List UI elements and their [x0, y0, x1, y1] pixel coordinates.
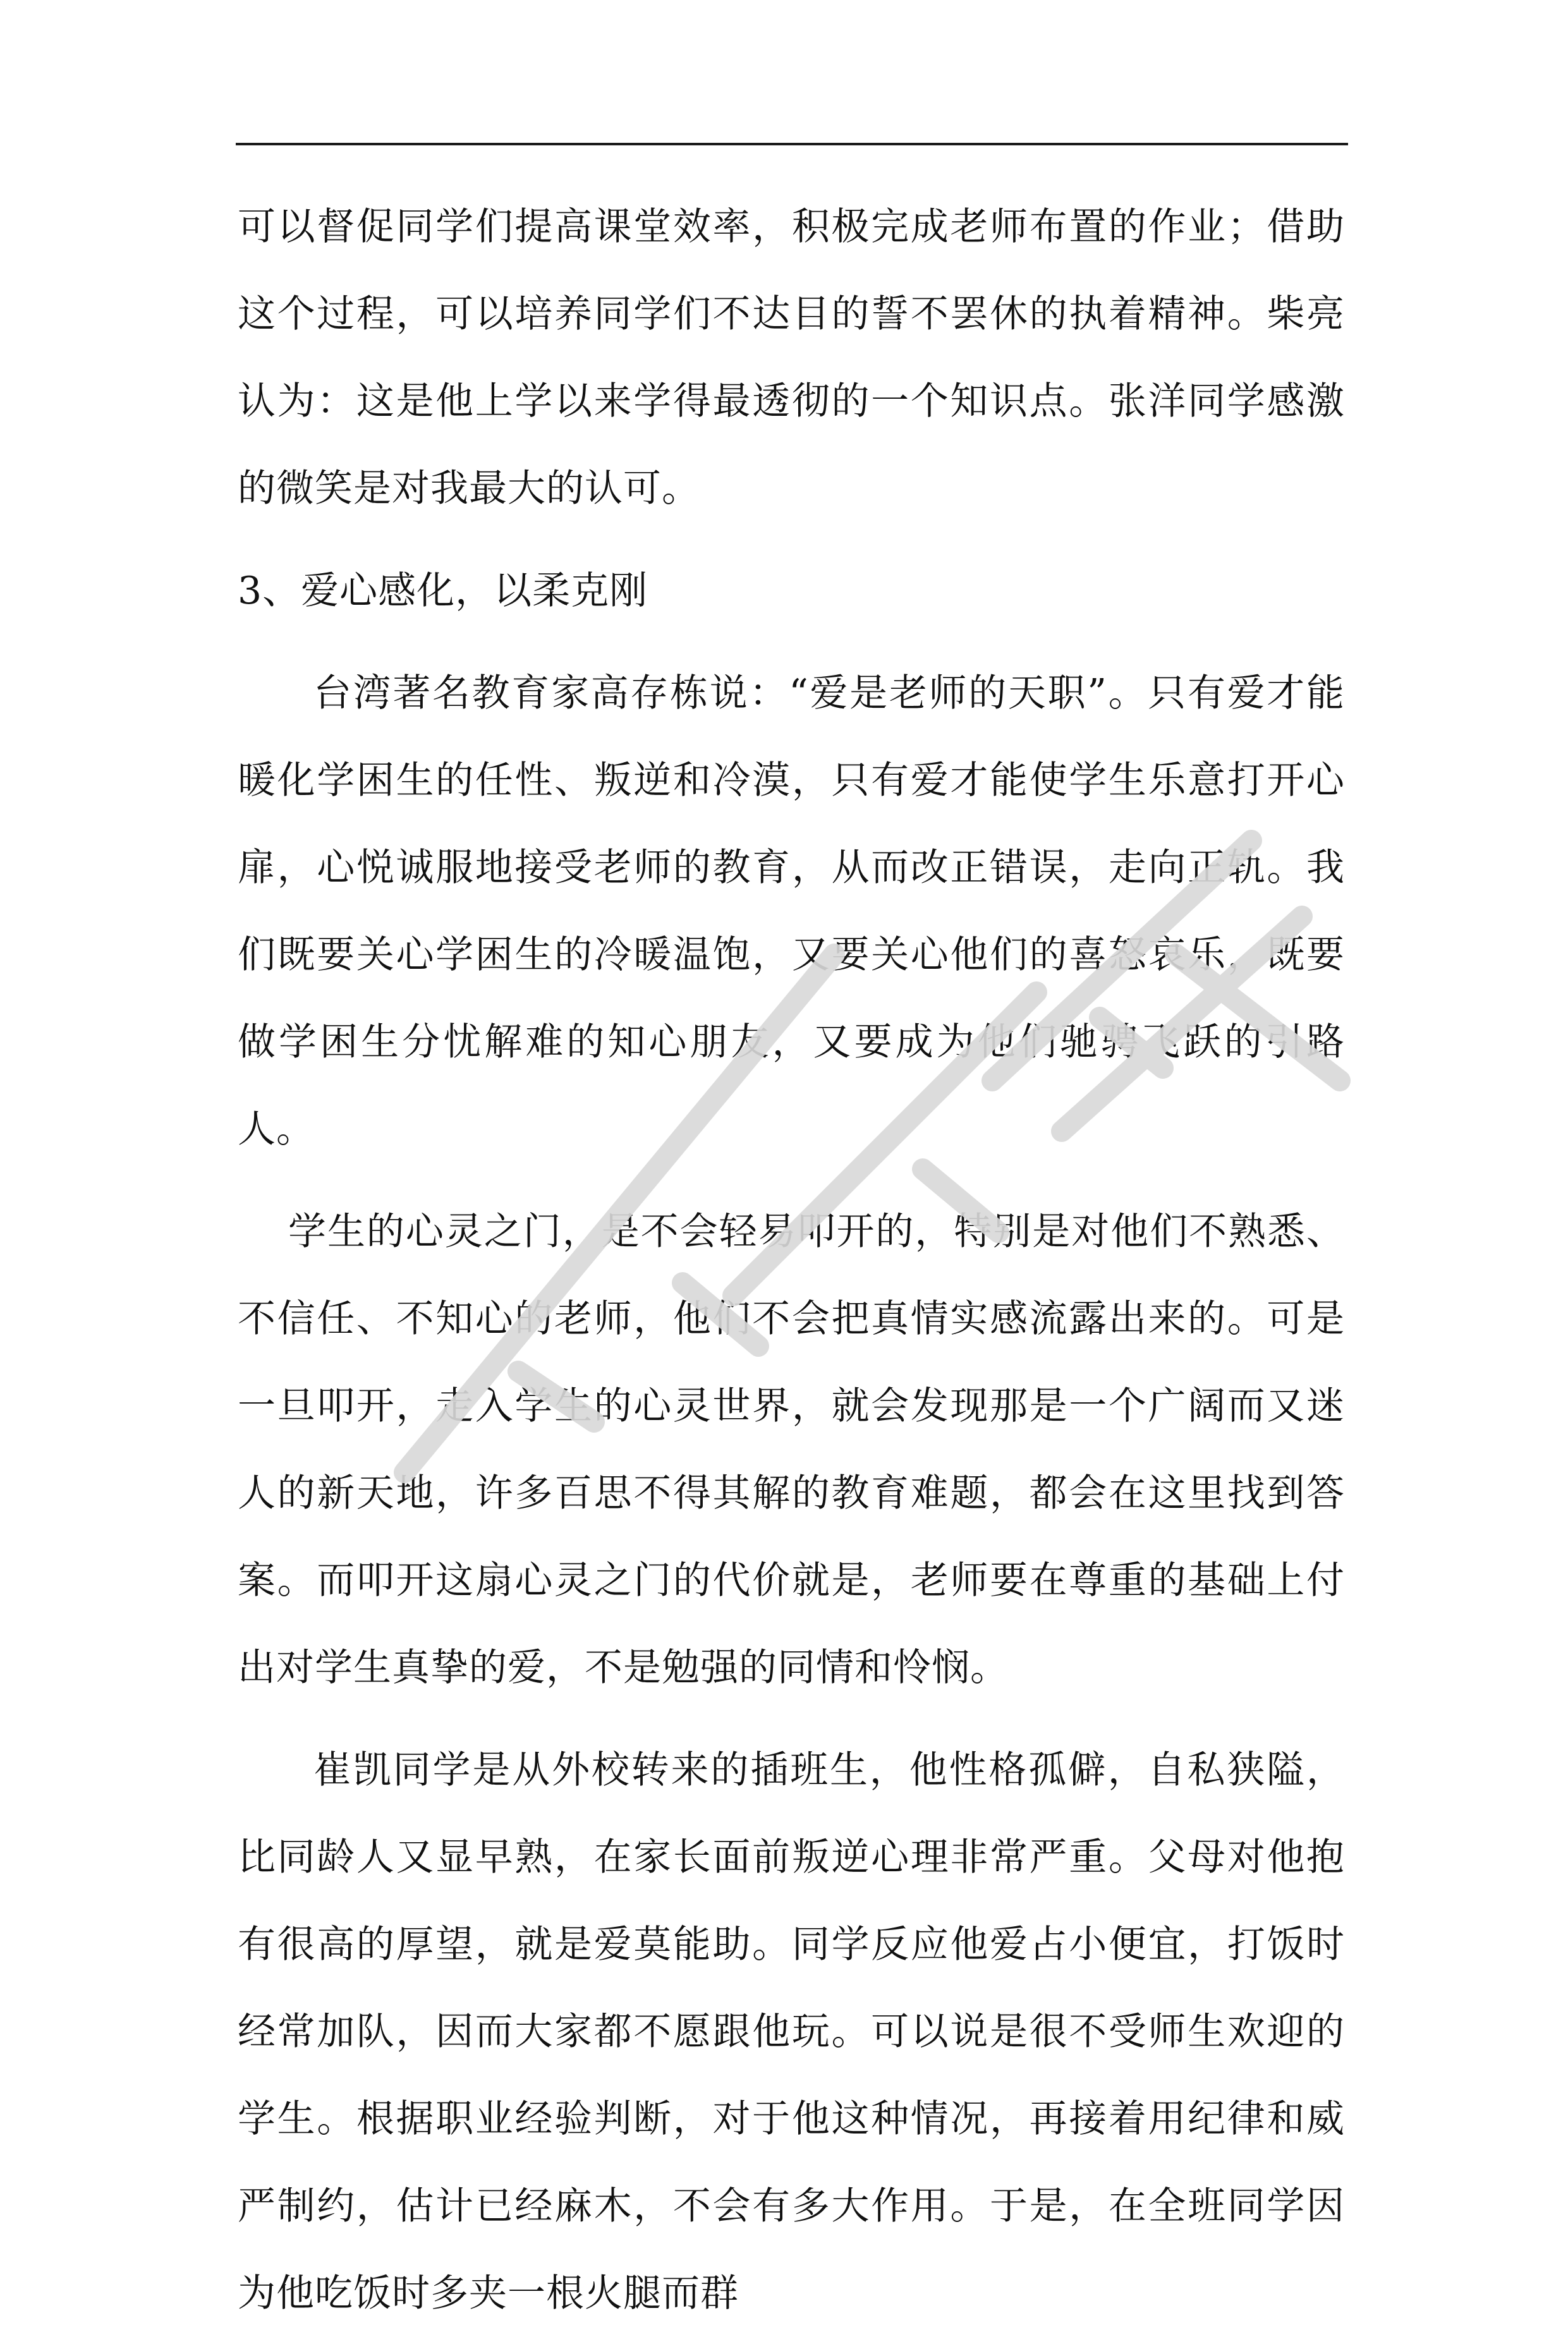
paragraph-1: 可以督促同学们提高课堂效率，积极完成老师布置的作业；借助这个过程，可以培养同学们不达目的誓不罢休的执着精神。柴亮认为：这是他上学以来学得最透彻的一个知识点。张洋同学感激的微笑是对我最大的认可。: [238, 205, 1345, 511]
paragraph-2: 台湾著名教育家高存栋说：“爱是老师的天职”。只有爱才能暖化学困生的任性、叛逆和冷漠，只有爱才能使学生乐意打开心扉，心悦诚服地接受老师的教育，从而改正错误，走向正轨。我们既要关心学困生的冷暖温饱，又要关心他们的喜怒哀乐，既要做学困生分忧解难的知心朋友，又要成为他们驰骋飞跃的引路人。: [238, 671, 1345, 1151]
section-heading-3: 3、爱心感化，以柔克刚: [238, 569, 648, 613]
paragraph-4: 崔凯同学是从外校转来的插班生，他性格孤僻，自私狭隘，比同龄人又显早熟，在家长面前叛逆心理非常严重。父母对他抱有很高的厚望，就是爱莫能助。同学反应他爱占小便宜，打饭时经常加队，因而大家都不愿跟他玩。可以说是很不受师生欢迎的学生。根据职业经验判断，对于他这种情况，再接着用纪律和威严制约，估计已经麻木，不会有多大作用。于是，在全班同学因为他吃饭时多夹一根火腿而群: [238, 1748, 1345, 2316]
paragraph-3: 学生的心灵之门，是不会轻易叩开的，特别是对他们不熟悉、不信任、不知心的老师，他们不会把真情实感流露出来的。可是一旦叩开，走入学生的心灵世界，就会发现那是一个广阔而又迷人的新天地，许多百思不得其解的教育难题，都会在这里找到答案。而叩开这扇心灵之门的代价就是，老师要在尊重的基础上付出对学生真挚的爱，不是勉强的同情和怜悯。: [238, 1210, 1345, 1690]
document-body: [238, 183, 1345, 2337]
header-rule: [236, 143, 1348, 145]
